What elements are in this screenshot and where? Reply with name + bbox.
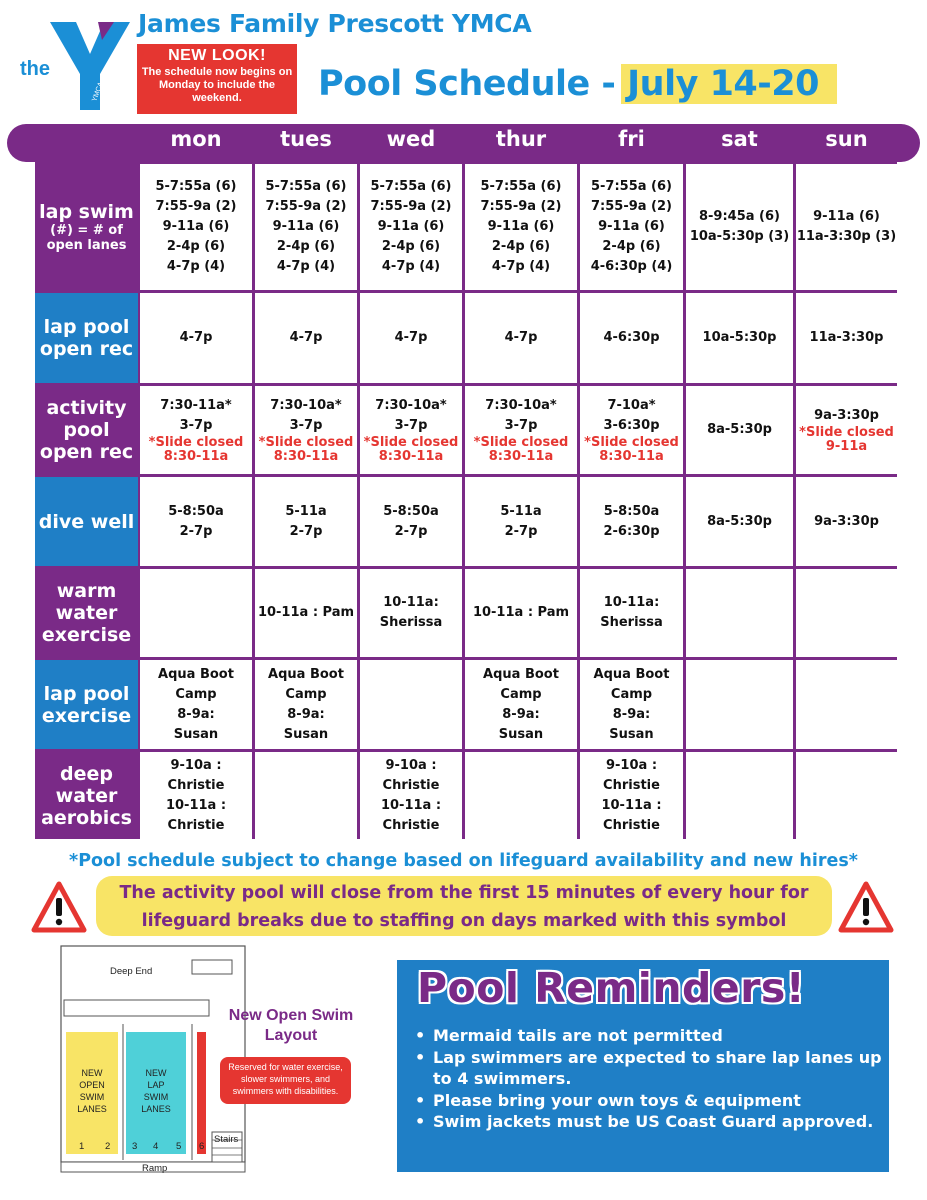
schedule-time: 11a-3:30p (3): [796, 229, 897, 244]
schedule-cell-thur: [465, 569, 577, 657]
schedule-time: 5-11a: [500, 503, 542, 519]
schedule-time: 7:55-9a (2): [480, 199, 562, 214]
schedule-time: 3-6:30p: [603, 418, 660, 433]
warning-triangle-icon: [31, 881, 87, 933]
lane-label-line: SWIM: [143, 1092, 169, 1102]
schedule-cell-sun: [796, 660, 897, 749]
ramp-label: Ramp: [142, 1163, 168, 1174]
schedule-time: 5-7:55a (6): [370, 179, 452, 194]
schedule-time: Christie: [603, 817, 660, 833]
slide-closed-note: *Slide closed: [473, 435, 569, 450]
row-sublabel: (#) = # of open lanes: [46, 223, 127, 253]
schedule-time: 9-10a :: [385, 757, 437, 773]
schedule-time: 2-4p (6): [602, 239, 661, 254]
schedule-time: 7-10a*: [607, 398, 656, 413]
slide-closed-note: 8:30-11a: [488, 449, 554, 464]
schedule-cell-sat: [686, 477, 793, 566]
schedule-cell-fri: [580, 293, 683, 383]
schedule-time: Christie: [167, 777, 225, 793]
schedule-cell-sun: [796, 386, 897, 474]
schedule-time: 4-6:30p (4): [590, 259, 673, 274]
schedule-cell-thur: [465, 752, 577, 839]
schedule-cell-thur: [465, 660, 577, 749]
schedule-time: 4-7p: [504, 330, 538, 345]
schedule-cell-sun: [796, 293, 897, 383]
schedule-time: 7:30-10a*: [375, 398, 447, 413]
reserved-lane-note: Reserved for water exercise, slower swimmers, and swimmers with disabilities.: [220, 1057, 351, 1104]
lane-number: 2: [105, 1141, 111, 1152]
schedule-time: 3-7p: [504, 418, 538, 433]
schedule-dates: July 14-20: [621, 64, 837, 104]
schedule-cell-mon: [140, 164, 252, 290]
day-header-wed: wed: [386, 127, 436, 151]
schedule-cell-wed: [360, 164, 462, 290]
new-look-title: NEW LOOK!: [168, 47, 266, 64]
lane-label-line: LAP: [147, 1080, 165, 1090]
days-header-bar: [7, 124, 920, 162]
schedule-time: Camp: [500, 686, 542, 702]
schedule-time: 9-11a (6): [377, 219, 445, 234]
lane-label-line: NEW: [81, 1068, 103, 1078]
reminders-title: Pool Reminders!: [417, 964, 806, 1012]
warning-line-1: The activity pool will close from the first 15 minutes of every hour for: [119, 883, 809, 903]
row-label: [35, 752, 138, 839]
schedule-cell-mon: [140, 477, 252, 566]
schedule-time: 7:55-9a (2): [370, 199, 452, 214]
warning-triangle-icon: [838, 881, 894, 933]
row-label: [35, 660, 138, 749]
lane-number: 3: [132, 1141, 138, 1152]
day-header-sun: sun: [825, 127, 868, 151]
schedule-time: 7:30-11a*: [160, 398, 232, 413]
schedule-cell-sat: [686, 164, 793, 290]
schedule-cell-mon: [140, 569, 252, 657]
schedule-time: 4-6:30p: [603, 330, 660, 345]
slide-closed-note: 8:30-11a: [599, 449, 664, 464]
slide-closed-note: *Slide closed: [148, 435, 244, 450]
schedule-time: Aqua Boot: [593, 666, 670, 682]
schedule-cell-mon: [140, 752, 252, 839]
schedule-time: 7:30-10a*: [270, 398, 342, 413]
schedule-time: 5-7:55a (6): [155, 179, 237, 194]
deep-end-label: Deep End: [110, 966, 153, 977]
schedule-time: 2-7p: [289, 523, 323, 539]
schedule-time: Aqua Boot: [483, 666, 559, 682]
schedule-time: 2-6:30p: [603, 523, 660, 539]
reminder-item: • Swim jackets must be US Coast Guard approved.: [413, 1111, 883, 1133]
reminders-list: [413, 1025, 883, 1133]
open-swim-lanes-label: [66, 1067, 118, 1115]
schedule-time: 8-9a:: [612, 706, 651, 722]
schedule-cell-sat: [686, 386, 793, 474]
new-look-body: The schedule now begins on Monday to include the weekend.: [141, 66, 293, 104]
org-title: James Family Prescott YMCA: [138, 9, 532, 38]
schedule-cell-fri: [580, 477, 683, 566]
schedule-time: 9-11a (6): [272, 219, 340, 234]
schedule-time: 8a-5:30p: [707, 513, 772, 529]
schedule-time: 10-11a :: [165, 797, 227, 813]
lane-number: 6: [199, 1141, 205, 1152]
schedule-time: 9a-3:30p: [814, 513, 879, 529]
activity-pool-warning: [96, 876, 832, 936]
schedule-time: 10-11a:: [383, 595, 439, 610]
schedule-time: 5-8:50a: [383, 503, 439, 519]
schedule-time: 3-7p: [394, 418, 428, 433]
schedule-time: 10-11a :: [380, 797, 442, 813]
row-label: [35, 386, 138, 474]
lane-label-line: OPEN: [79, 1080, 105, 1090]
schedule-time: 2-4p (6): [381, 239, 441, 254]
schedule-time: 9-11a (6): [598, 219, 665, 234]
schedule-cell-tues: [255, 752, 357, 839]
new-look-banner: [137, 44, 297, 114]
ymca-logo: [18, 18, 133, 110]
schedule-cell-fri: [580, 569, 683, 657]
lane-label-line: LANES: [77, 1104, 107, 1114]
day-header-mon: mon: [170, 127, 222, 151]
schedule-time: 5-7:55a (6): [480, 179, 562, 194]
row-label-text: deep water aerobics: [41, 762, 132, 829]
schedule-time: Camp: [610, 686, 653, 702]
schedule-time: 9-11a (6): [813, 209, 880, 224]
slide-closed-note: *Slide closed: [584, 435, 679, 450]
schedule-cell-sat: [686, 293, 793, 383]
schedule-time: 9-11a (6): [162, 219, 230, 234]
schedule-time: Susan: [498, 726, 544, 742]
day-header-fri: fri: [618, 127, 645, 151]
schedule-time: 7:55-9a (2): [265, 199, 347, 214]
schedule-time: 8-9a:: [502, 706, 540, 722]
schedule-cell-wed: [360, 293, 462, 383]
day-header-sat: sat: [721, 127, 758, 151]
schedule-cell-tues: [255, 386, 357, 474]
schedule-cell-sun: [796, 569, 897, 657]
schedule-time: Sherissa: [379, 615, 443, 630]
lane-number: 1: [79, 1141, 85, 1152]
schedule-cell-sat: [686, 569, 793, 657]
schedule-time: Susan: [283, 726, 329, 742]
schedule-time: Susan: [609, 726, 654, 742]
slide-closed-note: *Slide closed: [799, 425, 894, 440]
schedule-time: 7:55-9a (2): [155, 199, 237, 214]
schedule-time: 3-7p: [289, 418, 323, 433]
schedule-time: 2-7p: [179, 523, 213, 539]
pool-reminders-panel: [397, 960, 889, 1172]
row-label-text: activity pool open rec: [39, 397, 134, 463]
schedule-time: 2-7p: [504, 523, 538, 539]
slide-closed-note: 8:30-11a: [163, 449, 229, 464]
stairs-label: Stairs: [214, 1134, 239, 1145]
schedule-time: 4-7p (4): [276, 259, 336, 274]
row-label: [35, 569, 138, 657]
row-label-text: warm water exercise: [41, 580, 132, 646]
schedule-time: 10-11a :: [601, 797, 662, 813]
schedule-time: 2-4p (6): [166, 239, 226, 254]
schedule-cell-sun: [796, 477, 897, 566]
slide-closed-note: 8:30-11a: [378, 449, 444, 464]
day-header-tues: tues: [280, 127, 332, 151]
schedule-cell-fri: [580, 660, 683, 749]
schedule-time: Christie: [382, 817, 440, 833]
schedule-time: 9-10a :: [605, 757, 658, 773]
schedule-time: 5-8:50a: [168, 503, 224, 519]
schedule-time: 4-7p: [179, 330, 213, 345]
slide-closed-note: *Slide closed: [363, 435, 459, 450]
schedule-cell-thur: [465, 164, 577, 290]
schedule-time: Camp: [285, 686, 327, 702]
schedule-cell-sat: [686, 660, 793, 749]
schedule-cell-fri: [580, 164, 683, 290]
row-label: [35, 164, 138, 290]
schedule-cell-sat: [686, 752, 793, 839]
schedule-time: 8a-5:30p: [707, 422, 772, 437]
schedule-time: 5-11a: [285, 503, 327, 519]
slide-closed-note: 9-11a: [825, 439, 868, 454]
reminder-item: • Please bring your own toys & equipment: [413, 1090, 883, 1112]
day-header-thur: thur: [495, 127, 547, 151]
schedule-time: 8-9:45a (6): [698, 209, 780, 224]
reminder-item: • Lap swimmers are expected to share lap lanes up to 4 swimmers.: [413, 1047, 883, 1090]
schedule-time: 8-9a:: [287, 706, 325, 722]
lap-swim-lanes-label: [126, 1067, 186, 1115]
schedule-time: Aqua Boot: [158, 666, 234, 682]
schedule-time: 4-7p: [394, 330, 428, 345]
lane-number: 5: [176, 1141, 182, 1152]
schedule-cell-wed: [360, 569, 462, 657]
schedule-time: Christie: [382, 777, 440, 793]
schedule-cell-mon: [140, 660, 252, 749]
schedule-time: 8-9a:: [177, 706, 215, 722]
row-label-text: lap pool exercise: [41, 682, 132, 727]
schedule-time: 5-7:55a (6): [590, 179, 672, 194]
schedule-time: 5-8:50a: [603, 503, 660, 519]
reminder-item: • Mermaid tails are not permitted: [413, 1025, 883, 1047]
schedule-time: 4-7p (4): [491, 259, 551, 274]
schedule-cell-mon: [140, 386, 252, 474]
schedule-time: 5-7:55a (6): [265, 179, 347, 194]
schedule-cell-thur: [465, 477, 577, 566]
schedule-time: 9a-3:30p: [814, 408, 879, 423]
slide-closed-note: 8:30-11a: [273, 449, 339, 464]
lane-number: 4: [153, 1141, 159, 1152]
schedule-cell-sun: [796, 164, 897, 290]
schedule-cell-wed: [360, 660, 462, 749]
schedule-cell-wed: [360, 752, 462, 839]
row-label: [35, 293, 138, 383]
schedule-time: 10-11a : Pam: [472, 605, 570, 620]
logo-sub-text: YMCA: [91, 81, 105, 103]
schedule-time: 9-10a :: [170, 757, 222, 773]
slide-closed-note: *Slide closed: [258, 435, 354, 450]
schedule-time: 9-11a (6): [487, 219, 555, 234]
schedule-cell-fri: [580, 386, 683, 474]
schedule-time: Aqua Boot: [268, 666, 344, 682]
new-open-swim-layout-title: New Open Swim Layout: [228, 1007, 354, 1044]
schedule-time: 7:30-10a*: [485, 398, 557, 413]
row-label-text: dive well: [38, 510, 135, 533]
schedule-title-text: Pool Schedule -: [318, 64, 616, 104]
logo-the-text: the: [20, 58, 50, 80]
schedule-time: 7:55-9a (2): [590, 199, 672, 214]
schedule-cell-thur: [465, 293, 577, 383]
row-label-text: lap pool open rec: [39, 316, 134, 360]
schedule-cell-fri: [580, 752, 683, 839]
schedule-cell-mon: [140, 293, 252, 383]
row-label: [35, 477, 138, 566]
schedule-cell-tues: [255, 477, 357, 566]
schedule-time: Sherissa: [600, 615, 663, 630]
lane-label-line: LANES: [141, 1104, 171, 1114]
pool-schedule-title: [318, 64, 837, 104]
schedule-time: Christie: [603, 777, 660, 793]
schedule-time: 11a-3:30p: [809, 330, 884, 345]
schedule-cell-sun: [796, 752, 897, 839]
schedule-disclaimer: *Pool schedule subject to change based on lifeguard availability and new hires*: [69, 851, 858, 871]
schedule-time: Christie: [167, 817, 225, 833]
schedule-cell-tues: [255, 293, 357, 383]
schedule-cell-tues: [255, 660, 357, 749]
schedule-cell-wed: [360, 386, 462, 474]
schedule-time: 10-11a : Pam: [257, 605, 355, 620]
lane-label-line: SWIM: [79, 1092, 105, 1102]
schedule-time: 3-7p: [179, 418, 213, 433]
schedule-time: 4-7p (4): [381, 259, 441, 274]
warning-line-2: lifeguard breaks due to staffing on days marked with this symbol: [141, 911, 787, 931]
schedule-cell-tues: [255, 164, 357, 290]
schedule-time: 10a-5:30p (3): [689, 229, 790, 244]
schedule-time: 4-7p: [289, 330, 323, 345]
schedule-time: 10-11a:: [603, 595, 660, 610]
schedule-cell-thur: [465, 386, 577, 474]
schedule-time: Camp: [175, 686, 217, 702]
schedule-time: 2-7p: [394, 523, 428, 539]
lane-label-line: NEW: [145, 1068, 167, 1078]
row-label-text: lap swim: [39, 201, 134, 223]
schedule-time: 10a-5:30p: [702, 330, 777, 345]
schedule-time: 2-4p (6): [491, 239, 551, 254]
schedule-time: Susan: [173, 726, 219, 742]
schedule-time: 4-7p (4): [166, 259, 226, 274]
schedule-cell-tues: [255, 569, 357, 657]
schedule-time: 2-4p (6): [276, 239, 336, 254]
schedule-cell-wed: [360, 477, 462, 566]
